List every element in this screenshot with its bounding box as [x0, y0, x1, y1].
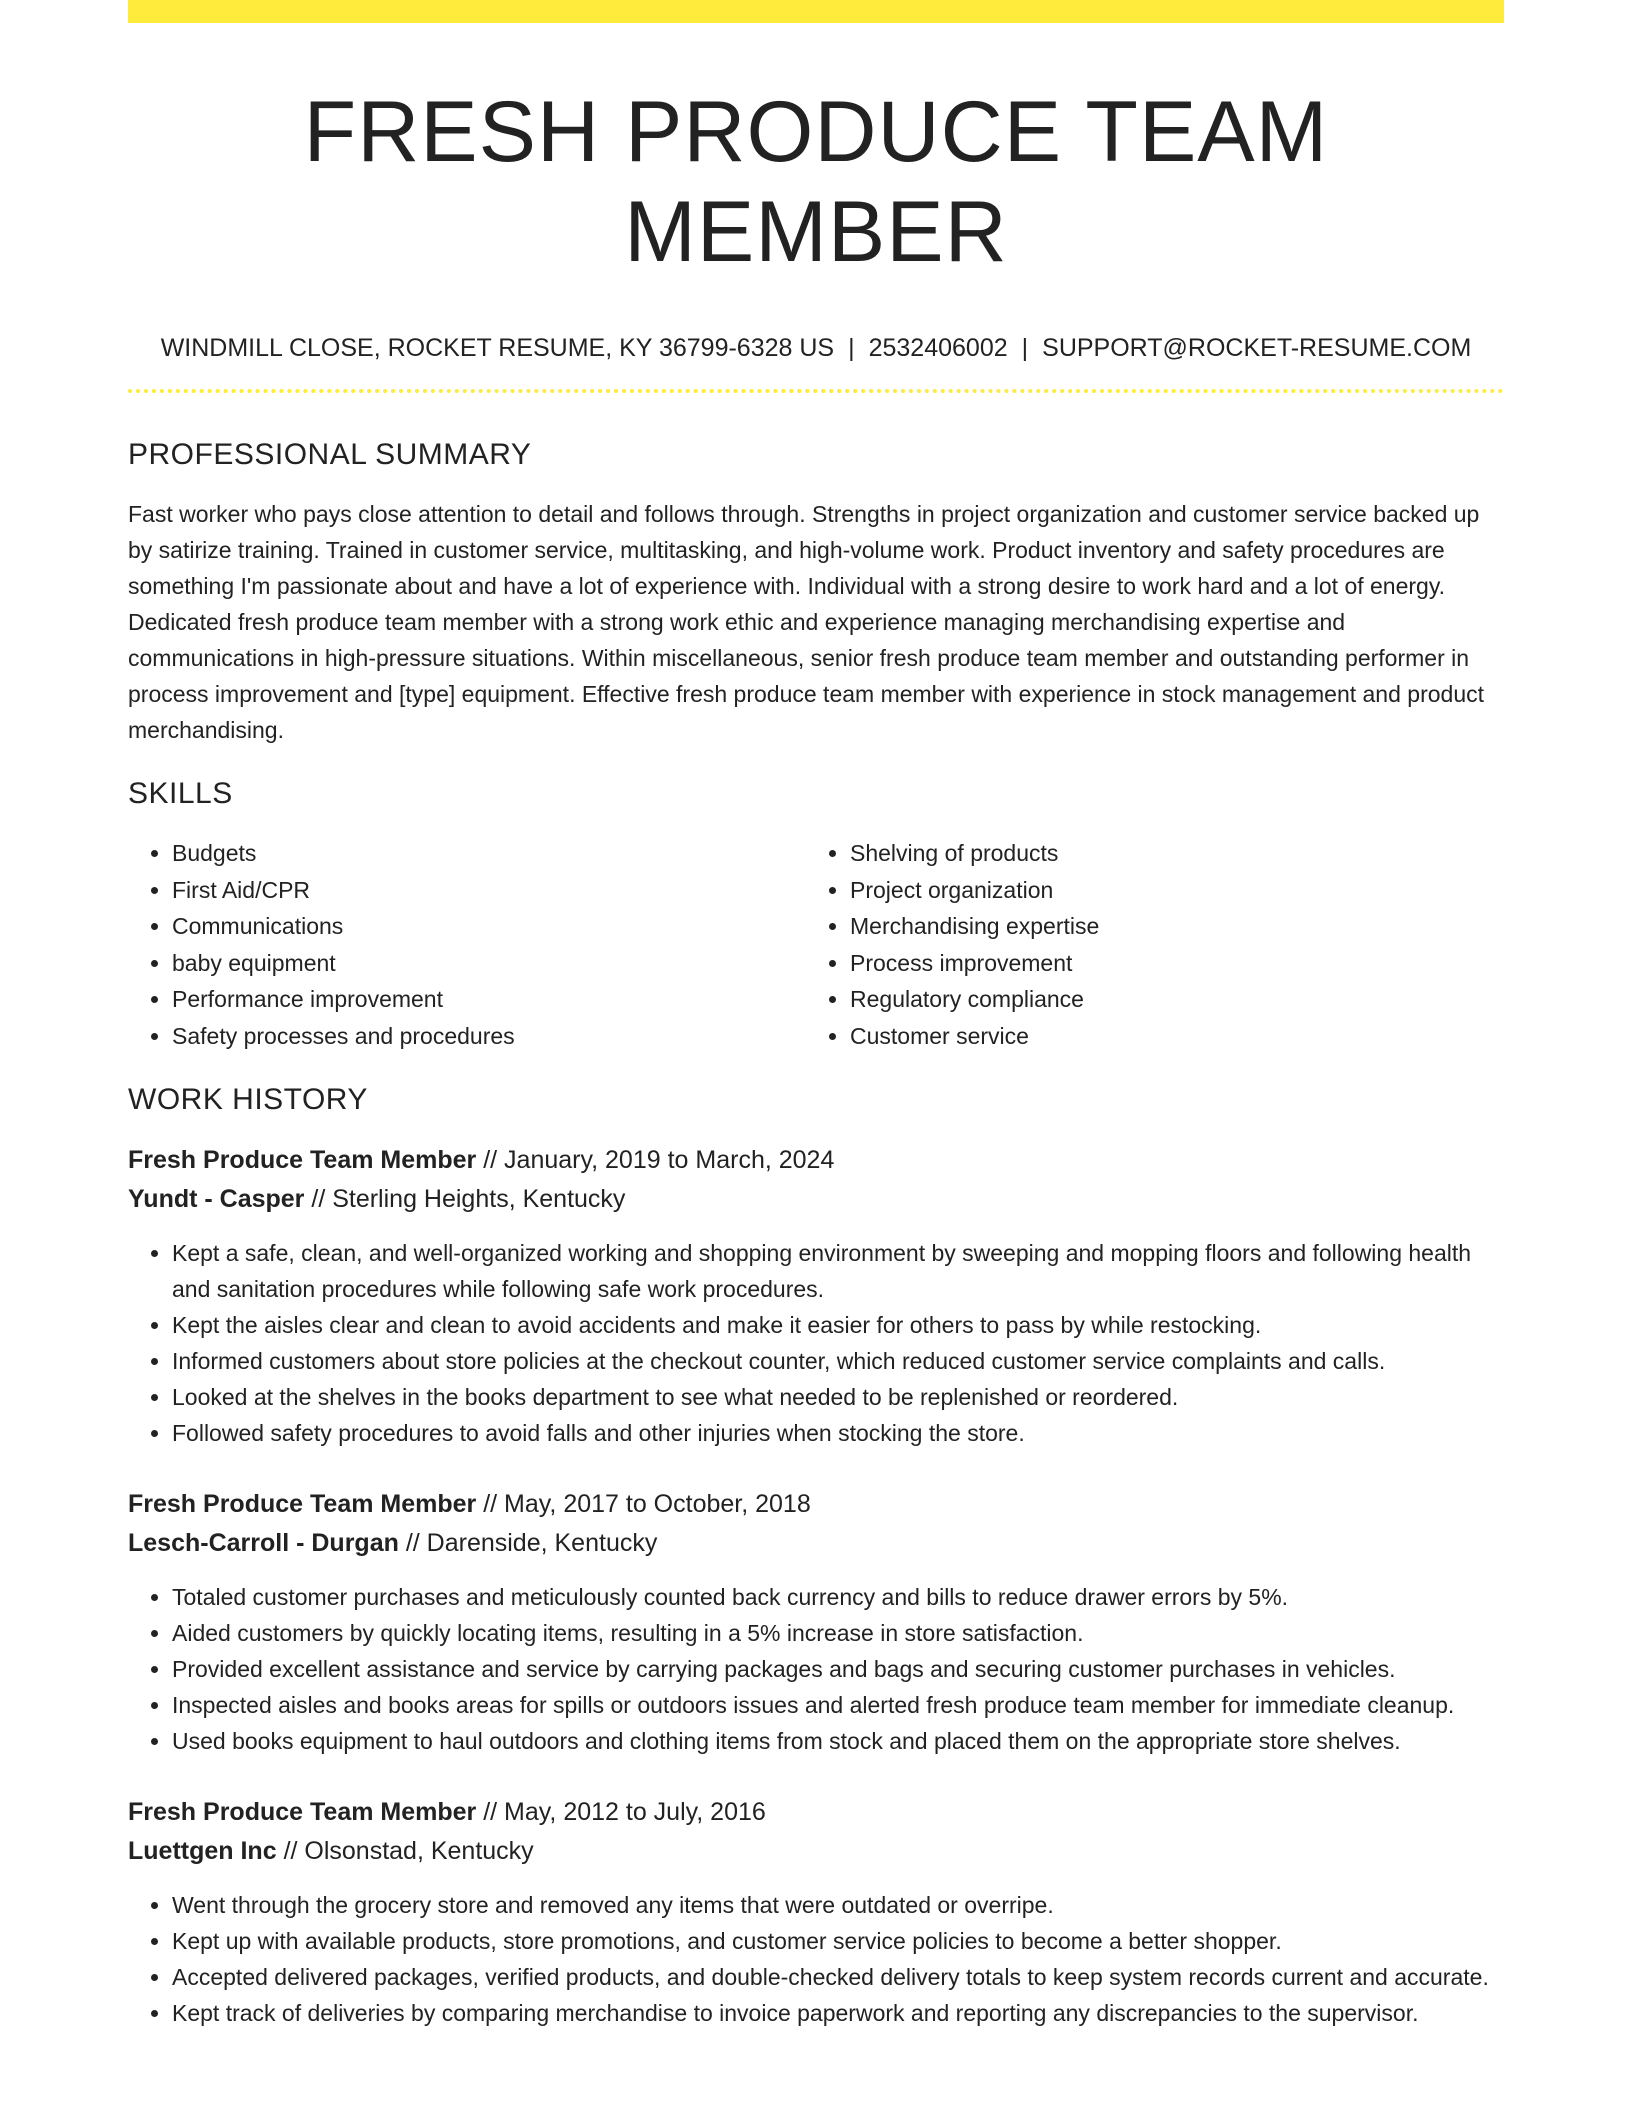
job-bullet-list	[128, 1235, 1504, 1451]
job-company-line	[128, 1524, 1504, 1563]
work-history-heading: WORK HISTORY	[128, 1083, 368, 1116]
contact-separator: |	[848, 334, 855, 362]
summary-text: Fast worker who pays close attention to detail and follows through. Strengths in project organization and customer service backed up by satirize training. Trained in customer service, multitasking, and high-volume work. Product inventory and safety procedures are something I'm passionate about and have a lot of experience with. Individual with a strong desire to work hard and a lot of energy. Dedicated fresh produce team member with a strong work ethic and experience managing merchandising expertise and communications in high-pressure situations. Within miscellaneous, senior fresh produce team member and outstanding performer in process improvement and [type] equipment. Effective fresh produce team member with experience in stock management and product merchandising.	[128, 501, 1485, 743]
skills-heading: SKILLS	[128, 777, 233, 810]
job-title-line	[128, 1141, 1504, 1180]
job-entry	[128, 1793, 1504, 2031]
skill-item: • Customer service	[850, 1018, 1484, 1055]
job-location: // Sterling Heights, Kentucky	[311, 1185, 626, 1213]
job-bullet: • Informed customers about store policies at the checkout counter, which reduced customer service complaints and calls.	[172, 1343, 1504, 1379]
resume-content	[128, 0, 1504, 2031]
job-bullet: • Aided customers by quickly locating items, resulting in a 5% increase in store satisfaction.	[172, 1615, 1504, 1651]
job-bullet: • Went through the grocery store and removed any items that were outdated or overripe.	[172, 1887, 1504, 1923]
job-title-line	[128, 1485, 1504, 1524]
job-bullet-list	[128, 1579, 1504, 1759]
contact-line	[128, 332, 1504, 364]
skill-item: • Regulatory compliance	[850, 981, 1484, 1018]
job-dates: // January, 2019 to March, 2024	[483, 1146, 835, 1174]
job-bullet: • Kept the aisles clear and clean to avoid accidents and make it easier for others to pass by while restocking.	[172, 1307, 1504, 1343]
skill-item: • Performance improvement	[172, 981, 806, 1018]
skills-list-right	[806, 835, 1484, 1054]
contact-email: SUPPORT@ROCKET-RESUME.COM	[1042, 334, 1472, 362]
job-dates: // May, 2012 to July, 2016	[483, 1798, 766, 1826]
contact-phone: 2532406002	[868, 334, 1008, 362]
job-bullet: • Provided excellent assistance and service by carrying packages and bags and securing customer purchases in vehicles.	[172, 1651, 1504, 1687]
job-company: Yundt - Casper	[128, 1185, 305, 1213]
skill-item: • First Aid/CPR	[172, 872, 806, 909]
skill-item: • Budgets	[172, 835, 806, 872]
skill-item: • Process improvement	[850, 945, 1484, 982]
job-entry	[128, 1485, 1504, 1759]
contact-separator: |	[1021, 334, 1029, 362]
job-entry	[128, 1141, 1504, 1451]
job-title-line	[128, 1793, 1504, 1832]
job-title: Fresh Produce Team Member	[128, 1490, 477, 1518]
job-bullet: • Accepted delivered packages, verified products, and double-checked delivery totals to keep system records current and accurate.	[172, 1959, 1504, 1995]
job-bullet: • Looked at the shelves in the books department to see what needed to be replenished or reordered.	[172, 1379, 1504, 1415]
summary-heading: PROFESSIONAL SUMMARY	[128, 438, 532, 471]
job-location: // Darenside, Kentucky	[405, 1529, 658, 1557]
skills-grid	[128, 835, 1504, 1054]
job-bullet-list	[128, 1887, 1504, 2031]
job-company: Luettgen Inc	[128, 1837, 277, 1865]
job-location: // Olsonstad, Kentucky	[283, 1837, 534, 1865]
header-divider	[128, 389, 1504, 393]
skill-item: • Merchandising expertise	[850, 908, 1484, 945]
skill-item: • Project organization	[850, 872, 1484, 909]
job-bullet: • Totaled customer purchases and meticulously counted back currency and bills to reduce drawer errors by 5%.	[172, 1579, 1504, 1615]
skill-item: • baby equipment	[172, 945, 806, 982]
job-title: Fresh Produce Team Member	[128, 1146, 477, 1174]
job-bullet: • Inspected aisles and books areas for spills or outdoors issues and alerted fresh produce team member for immediate cleanup.	[172, 1687, 1504, 1723]
job-bullet: • Kept a safe, clean, and well-organized working and shopping environment by sweeping and mopping floors and following health and sanitation procedures while following safe work procedures.	[172, 1235, 1504, 1307]
job-bullet: • Followed safety procedures to avoid falls and other injuries when stocking the store.	[172, 1415, 1504, 1451]
job-dates: // May, 2017 to October, 2018	[483, 1490, 811, 1518]
skills-list-left	[128, 835, 806, 1054]
job-title: Fresh Produce Team Member	[128, 1798, 477, 1826]
job-company-line	[128, 1180, 1504, 1219]
skill-item: • Communications	[172, 908, 806, 945]
job-company-line	[128, 1832, 1504, 1871]
skill-item: • Safety processes and procedures	[172, 1018, 806, 1055]
skill-item: • Shelving of products	[850, 835, 1484, 872]
contact-address: WINDMILL CLOSE, ROCKET RESUME, KY 36799-6328 US	[160, 334, 835, 362]
job-bullet: • Used books equipment to haul outdoors and clothing items from stock and placed them on the appropriate store shelves.	[172, 1723, 1504, 1759]
job-bullet: • Kept track of deliveries by comparing merchandise to invoice paperwork and reporting any discrepancies to the supervisor.	[172, 1995, 1504, 2031]
job-bullet: • Kept up with available products, store promotions, and customer service policies to become a better shopper.	[172, 1923, 1504, 1959]
job-company: Lesch-Carroll - Durgan	[128, 1529, 399, 1557]
candidate-name: FRESH PRODUCE TEAM MEMBER	[303, 84, 1329, 280]
